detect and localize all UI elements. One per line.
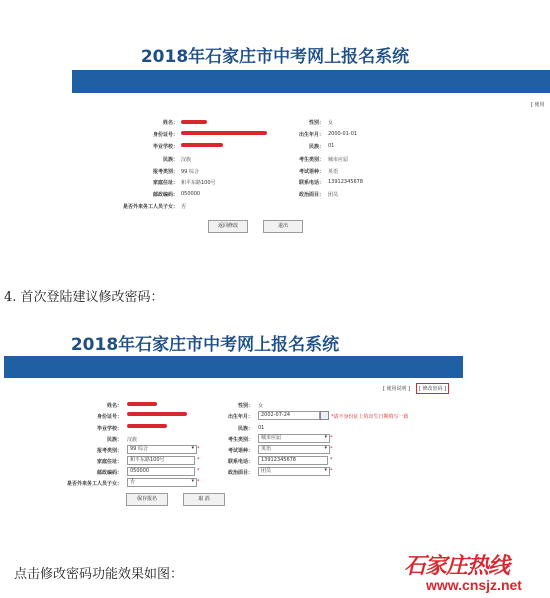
language-selected: 英语: [261, 446, 272, 452]
postcode-input[interactable]: [127, 467, 195, 476]
school-label: 毕业学校：: [152, 144, 178, 150]
required-marker: *: [197, 468, 200, 474]
school-label-2: 毕业学校：: [96, 426, 122, 432]
student-type-selected: 城市应届: [261, 435, 282, 441]
exam-category-label-2: 报考类别：: [96, 448, 122, 454]
address-value: 和平东路100号: [181, 180, 216, 186]
address-label-2: 家庭住址：: [96, 459, 122, 465]
save-registration-button[interactable]: 保存报名: [126, 493, 168, 506]
usage-guide-link[interactable]: [ 使用说明 ]: [383, 386, 411, 392]
redacted-school: [181, 143, 223, 147]
student-type-select[interactable]: [258, 434, 330, 443]
language-label-2: 考试语种：: [227, 448, 253, 454]
page-title-2: 2018年石家庄市中考网上报名系统: [70, 335, 340, 355]
birth-date-value: 2002-07-24: [261, 412, 291, 418]
name-label-2: 姓名：: [106, 403, 122, 409]
name-label: 姓名：: [162, 120, 178, 126]
political-selected: 团员: [261, 468, 272, 474]
ethnicity-value: 汉族: [181, 157, 192, 163]
step-4-text: 4. 首次登陆建议修改密码：: [4, 290, 164, 305]
id-number-label-2: 身份证号：: [96, 414, 122, 420]
address-input-value: 和平东路100号: [130, 457, 165, 463]
language-label: 考试语种：: [298, 169, 324, 175]
postcode-input-value: 050000: [130, 468, 150, 474]
required-marker: *: [330, 435, 333, 441]
student-type-label: 考生类别：: [298, 157, 324, 163]
political-value: 团员: [328, 192, 339, 198]
required-marker: *: [330, 457, 333, 463]
exit-button[interactable]: 退出: [263, 220, 303, 233]
gender-label: 性别：: [308, 120, 324, 126]
caption-text: 点击修改密码功能效果如图：: [14, 567, 184, 582]
cancel-button[interactable]: 取 消: [183, 493, 225, 506]
postcode-label: 邮政编码：: [152, 192, 178, 198]
watermark-url: www.cnsjz.net: [426, 577, 522, 593]
postcode-value: 050000: [181, 191, 201, 197]
birth-hint: *请不身份证上的出生日期填写一致: [331, 414, 409, 420]
change-password-link[interactable]: [ 修改密码 ]: [416, 383, 449, 394]
ethnicity-label-2: 民族：: [106, 437, 122, 443]
nation-code-label-2: 民族：: [237, 426, 253, 432]
required-marker: *: [197, 446, 200, 452]
header-banner: [72, 70, 550, 93]
id-number-label: 身份证号：: [152, 132, 178, 138]
birth-label-2: 出生年月：: [227, 414, 253, 420]
nation-code-value-2: 01: [258, 425, 265, 431]
language-select[interactable]: [258, 445, 330, 454]
birth-value: 2000-01-01: [328, 131, 358, 137]
exam-category-label: 报考类别：: [152, 169, 178, 175]
phone-input[interactable]: [258, 456, 328, 465]
redacted-name: [181, 120, 207, 124]
political-select[interactable]: [258, 467, 330, 476]
redacted-school-2: [127, 424, 167, 428]
phone-label: 联系电话：: [298, 180, 324, 186]
help-link[interactable]: [ 使用: [531, 102, 545, 108]
phone-input-value: 13912345678: [261, 457, 296, 463]
birth-label: 出生年月：: [298, 132, 324, 138]
exam-category-value: 99 综合: [181, 169, 199, 175]
gender-label-2: 性别：: [237, 403, 253, 409]
back-edit-button[interactable]: 返回修改: [208, 220, 248, 233]
watermark-brand: 石家庄热线: [404, 553, 510, 579]
migrant-child-label-2: 是否外来务工人员子女：: [66, 481, 122, 487]
ethnicity-value-2: 汉族: [127, 437, 138, 443]
required-marker: *: [330, 446, 333, 452]
address-input[interactable]: [127, 456, 195, 465]
nation-code-value: 01: [328, 143, 335, 149]
required-marker: *: [197, 479, 200, 485]
header-banner-2: [4, 356, 463, 378]
redacted-id-number: [181, 131, 267, 135]
postcode-label-2: 邮政编码：: [96, 470, 122, 476]
student-type-label-2: 考生类别：: [227, 437, 253, 443]
page-title: 2018年石家庄市中考网上报名系统: [140, 47, 410, 67]
watermark-logo: [402, 549, 550, 597]
language-value: 英语: [328, 169, 339, 175]
required-marker: *: [330, 468, 333, 474]
exam-category-selected: 99 综合: [130, 446, 148, 452]
exam-category-select[interactable]: [127, 445, 197, 454]
gender-value-2: 女: [258, 403, 264, 409]
ethnicity-label: 民族：: [162, 157, 178, 163]
calendar-icon[interactable]: [320, 411, 329, 420]
migrant-child-selected: 否: [130, 479, 136, 485]
student-type-value: 城市应届: [328, 157, 349, 163]
political-label-2: 政治面目：: [227, 470, 253, 476]
political-label: 政治面目：: [298, 192, 324, 198]
redacted-name-2: [127, 402, 157, 406]
gender-value: 女: [328, 120, 334, 126]
migrant-child-value: 否: [181, 204, 187, 210]
phone-value: 13912345678: [328, 179, 363, 185]
required-marker: *: [197, 457, 200, 463]
migrant-child-label: 是否外来务工人员子女：: [122, 204, 178, 210]
migrant-child-select[interactable]: [127, 478, 197, 487]
birth-date-input[interactable]: [258, 411, 320, 420]
nation-code-label: 民族：: [308, 144, 324, 150]
phone-label-2: 联系电话：: [227, 459, 253, 465]
address-label: 家庭住址：: [152, 180, 178, 186]
redacted-id-number-2: [127, 412, 187, 416]
